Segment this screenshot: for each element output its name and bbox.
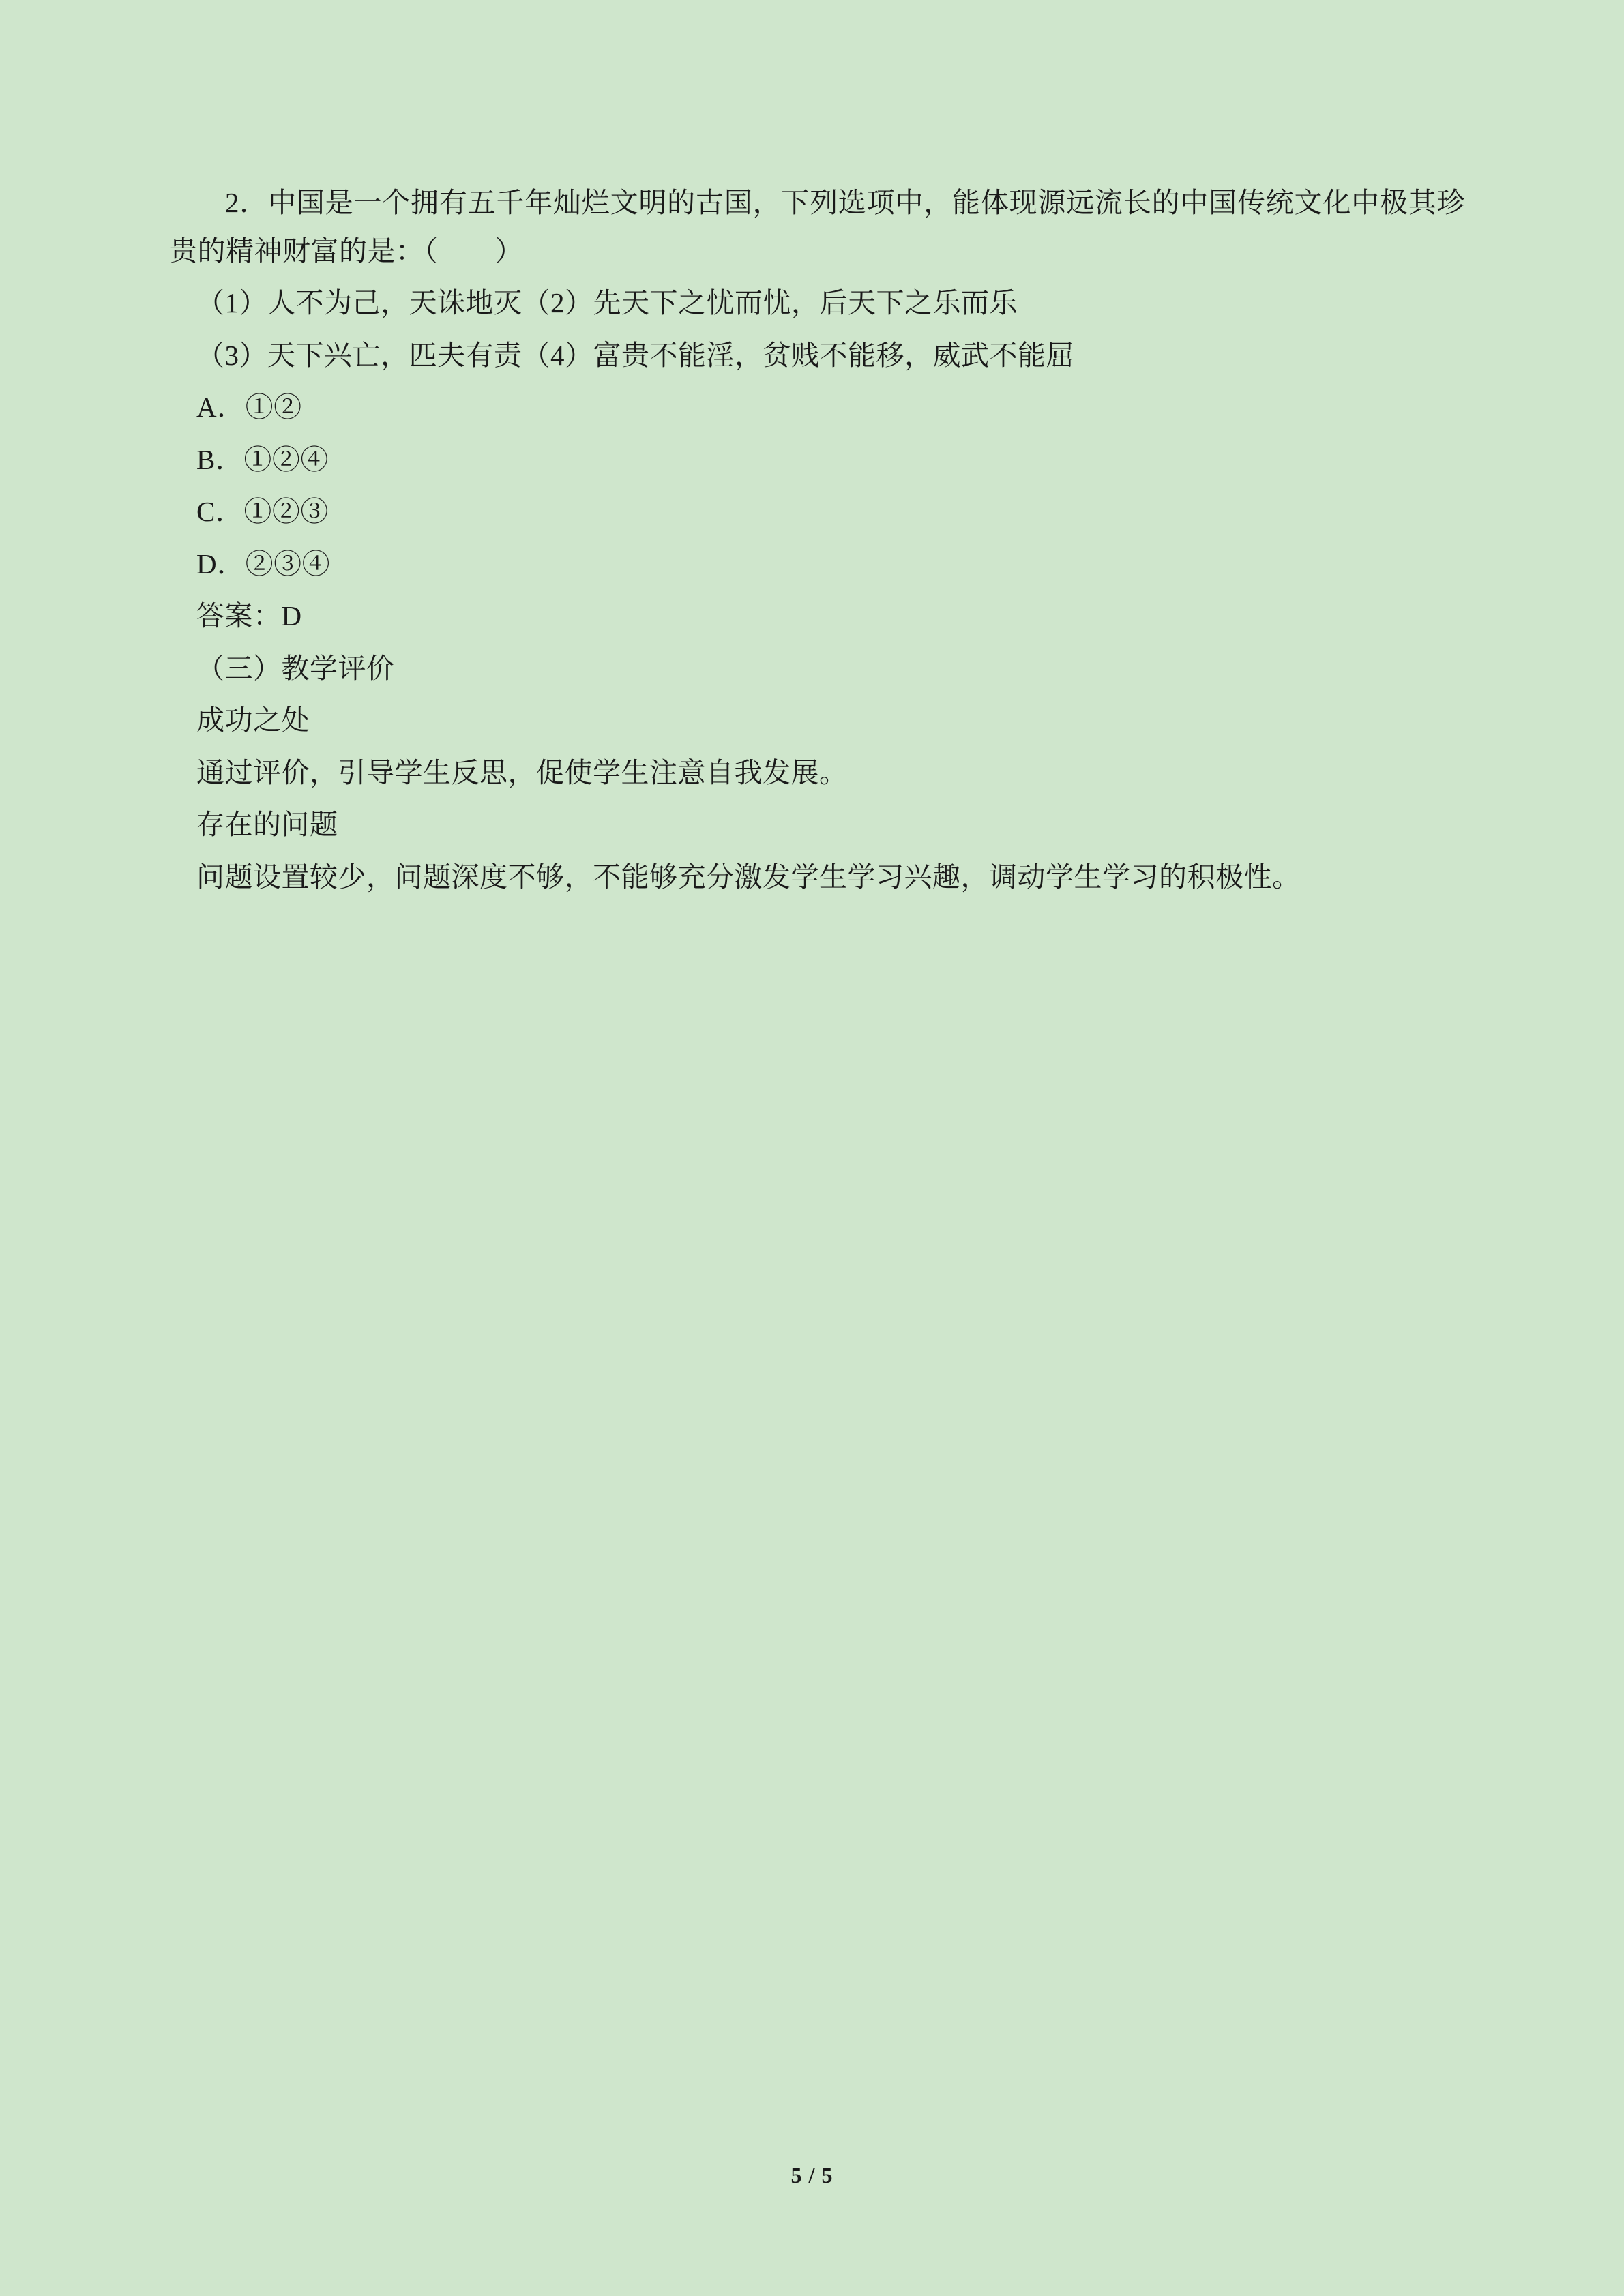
option-b: B．①②④	[196, 443, 329, 475]
question-items-3-4: （3）天下兴亡，匹夫有责（4）富贵不能淫，贫贱不能移，威武不能屈	[196, 339, 1074, 371]
question-stem: 2．中国是一个拥有五千年灿烂文明的古国，下列选项中，能体现源远流长的中国传统文化中极其珍贵的精神财富的是：（ ）	[169, 187, 1465, 267]
section-heading-teaching-evaluation: （三）教学评价	[196, 652, 395, 684]
body-problems: 问题设置较少，问题深度不够，不能够充分激发学生学习兴趣，调动学生学习的积极性。	[196, 861, 1301, 893]
answer-line: 答案：D	[196, 600, 302, 632]
option-c: C．①②③	[196, 496, 329, 528]
option-a: A．①②	[196, 391, 302, 423]
subheading-problems: 存在的问题	[196, 809, 338, 841]
body-successes: 通过评价，引导学生反思，促使学生注意自我发展。	[196, 756, 848, 788]
subheading-successes: 成功之处	[196, 704, 310, 736]
page-footer	[0, 2163, 1624, 2188]
option-d: D．②③④	[196, 548, 331, 580]
question-items-1-2: （1）人不为己，天诛地灭（2）先天下之忧而忧，后天下之乐而乐	[196, 287, 1018, 319]
page-number: 5 / 5	[791, 2163, 833, 2188]
document-body	[169, 179, 1465, 905]
